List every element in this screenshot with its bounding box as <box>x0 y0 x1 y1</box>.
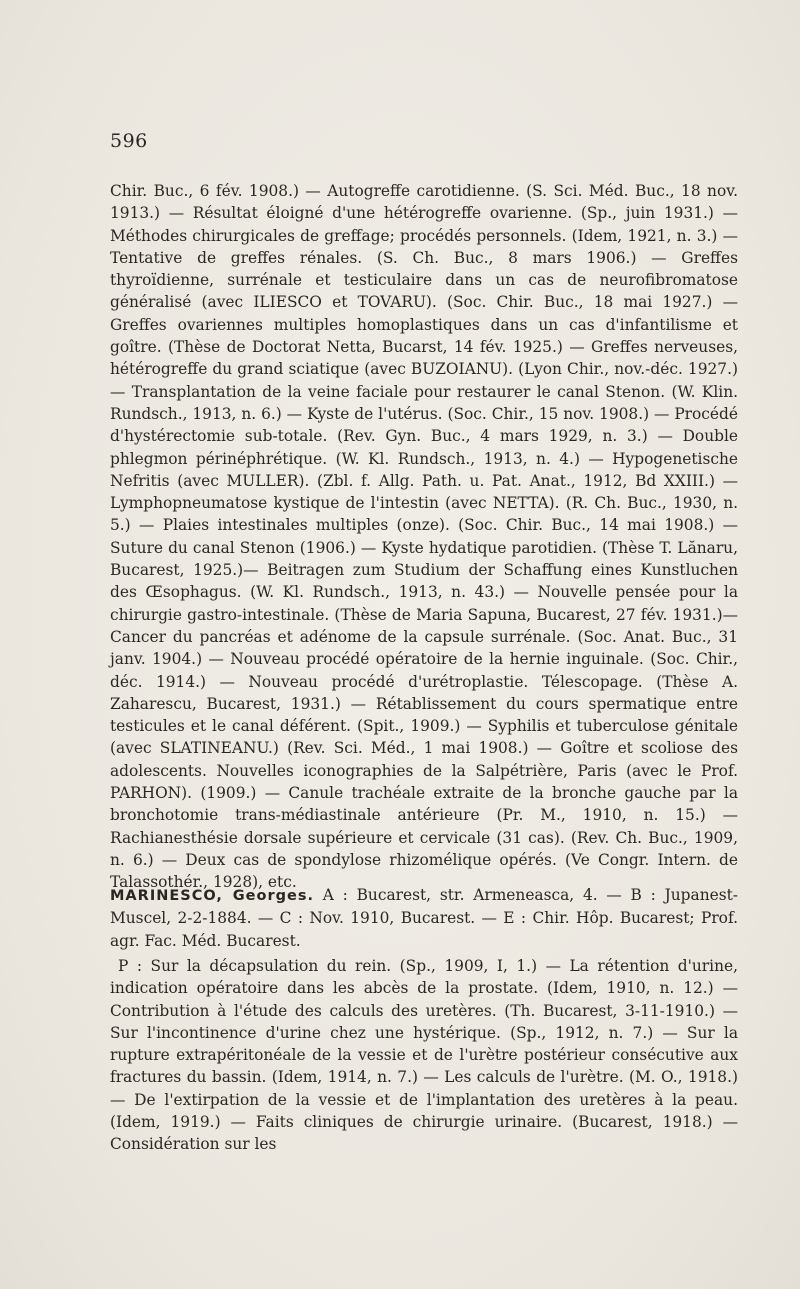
biography-entry-header <box>110 884 738 952</box>
entry-details: A : Bucarest, str. Armeneasca, 4. — B : Jupanest-Muscel, 2-2-1884. — C : Nov. 1910, Bucarest. — E : Chir. Hôp. Bucarest; Prof. agr. Fac. Méd. Bucarest. <box>110 886 738 950</box>
entry-publications: P : Sur la décapsulation du rein. (Sp., 1909, I, 1.) — La rétention d'urine, indication opératoire dans les abcès de la prostate. (Idem, 1910, n. 12.) — Contribution à l'étude des calculs des uretères. (Th. Bucarest, 3-11-1910.) — Sur l'incontinence d'urine chez une hystérique. (Sp., 1912, n. 7.) — Sur la rupture extrapéritonéale de la vessie et de l'urètre postérieur consécutive aux fractures du bassin. (Idem, 1914, n. 7.) — Les calculs de l'urètre. (M. O., 1918.) — De l'extirpation de la vessie et de l'implantation des uretères à la peau. (Idem, 1919.) — Faits cliniques de chirurgie urinaire. (Bucarest, 1918.) — Considération sur les <box>110 957 738 1154</box>
page-number: 596 <box>110 130 148 152</box>
continuation-paragraph: Chir. Buc., 6 fév. 1908.) — Autogreffe carotidienne. (S. Sci. Méd. Buc., 18 nov. 1913.) — Résultat éloigné d'une hétérogreffe ovarienne. (Sp., juin 1931.) — Méthodes chirurgicales de greffage; procédés personnels. (Idem, 1921, n. 3.) — Tentative de greffes rénales. (S. Ch. Buc., 8 mars 1906.) — Greffes thyroïdienne, surrénale et testiculaire dans un cas de neurofibromatose généralisé (avec ILIESCO et TOVARU). (Soc. Chir. Buc., 18 mai 1927.) — Greffes ovariennes multiples homoplastiques dans un cas d'infantilisme et goître. (Thèse de Doctorat Netta, Bucarst, 14 fév. 1925.) — Greffes nerveuses, hétérogreffe du grand sciatique (avec BUZOIANU). (Lyon Chir., nov.-déc. 1927.) — Transplantation de la veine faciale pour restaurer le canal Stenon. (W. Klin. Rundsch., 1913, n. 6.) — Kyste de l'utérus. (Soc. Chir., 15 nov. 1908.) — Procédé d'hystérectomie sub-totale. (Rev. Gyn. Buc., 4 mars 1929, n. 3.) — Double phlegmon périnéphrétique. (W. Kl. Rundsch., 1913, n. 4.) — Hypogenetische Nefritis (avec MULLER). (Zbl. f. Allg. Path. u. Pat. Anat., 1912, Bd XXIII.) — Lymphopneumatose kystique de l'intestin (avec NETTA). (R. Ch. Buc., 1930, n. 5.) — Plaies intestinales multiples (onze). (Soc. Chir. Buc., 14 mai 1908.) — Suture du canal Stenon (1906.) — Kyste hydatique parotidien. (Thèse T. Lănaru, Bucarest, 1925.)— Beitragen zum Studium der Schaffung eines Kunstluchen des Œsophagus. (W. Kl. Rundsch., 1913, n. 43.) — Nouvelle pensée pour la chirurgie gastro-intestinale. (Thèse de Maria Sapuna, Bucarest, 27 fév. 1931.)— Cancer du pancréas et adénome de la capsule surrénale. (Soc. Anat. Buc., 31 janv. 1904.) — Nouveau procédé opératoire de la hernie inguinale. (Soc. Chir., déc. 1914.) — Nouveau procédé d'urétroplastie. Télescopage. (Thèse A. Zaharescu, Bucarest, 1931.) — Rétablissement du cours spermatique entre testicules et le canal déférent. (Spit., 1909.) — Syphilis et tuberculose génitale (avec SLATINEANU.) (Rev. Sci. Méd., 1 mai 1908.) — Goître et scoliose des adolescents. Nouvelles iconographies de la Salpétrière, Paris (avec le Prof. PARHON). (1909.) — Canule trachéale extraite de la bronche gauche par la bronchotomie trans-médiastinale antérieure (Pr. M., 1910, n. 15.) — Rachianesthésie dorsale supérieure et cervicale (31 cas). (Rev. Ch. Buc., 1909, n. 6.) — Deux cas de spondylose rhizomélique opérés. (Ve Congr. Intern. de Talassothér., 1928), etc. <box>110 182 738 892</box>
entry-name: MARINESCO, Georges. <box>110 888 314 904</box>
